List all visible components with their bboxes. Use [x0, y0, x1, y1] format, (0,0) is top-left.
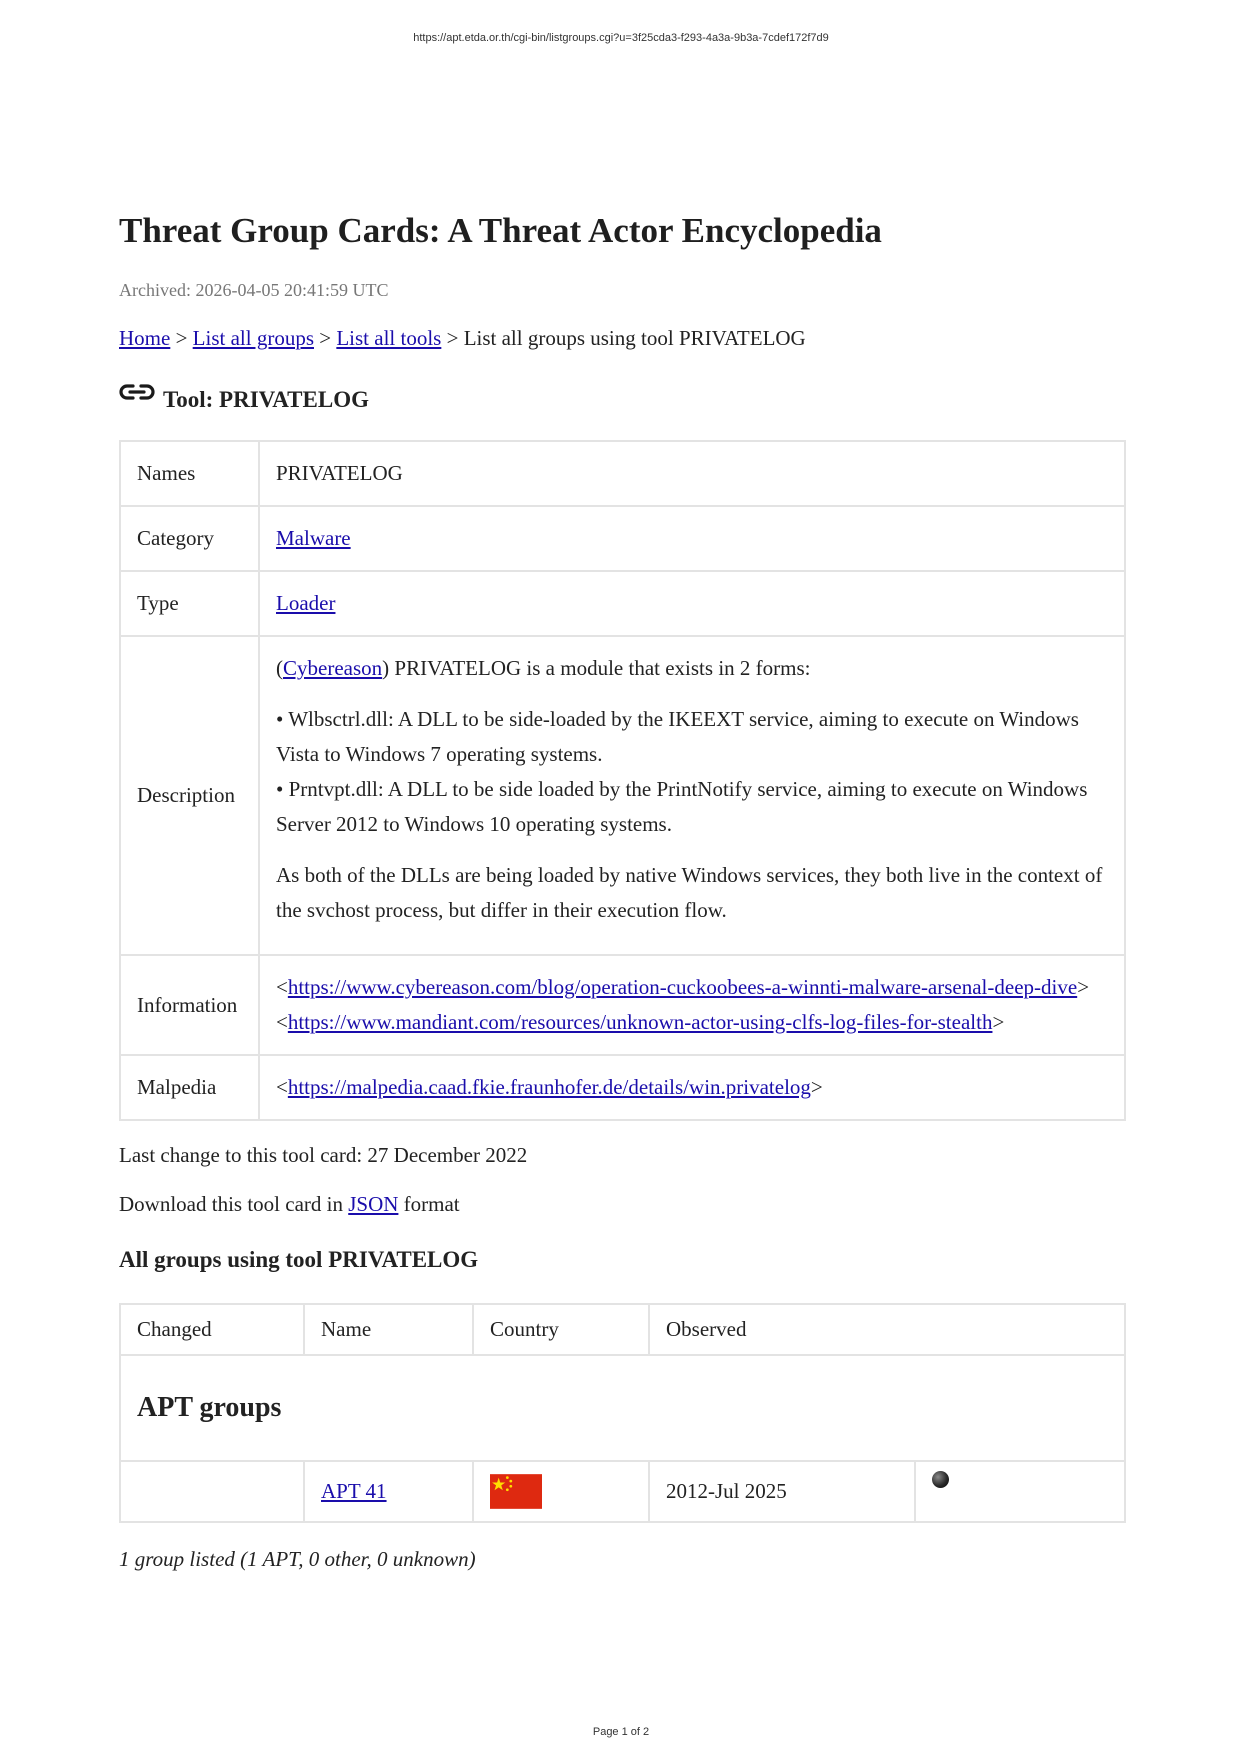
- category-label: Category: [120, 506, 259, 571]
- table-row: [120, 1055, 1125, 1120]
- information-cell: [259, 955, 1125, 1055]
- last-change-text: Last change to this tool card: 27 December 2022: [119, 1143, 528, 1167]
- changed-cell: [120, 1461, 304, 1522]
- angle-open: <: [276, 975, 288, 999]
- column-header-observed: Observed: [649, 1304, 1125, 1355]
- table-row: [120, 441, 1125, 506]
- page-number: Page 1 of 2: [592, 1726, 650, 1738]
- column-header-changed: Changed: [120, 1304, 304, 1355]
- type-link[interactable]: Loader: [276, 591, 336, 615]
- table-row: [120, 955, 1125, 1055]
- table-row: [120, 1461, 1125, 1522]
- information-link-mandiant[interactable]: https://www.mandiant.com/resources/unknown-actor-using-clfs-log-files-for-stealth: [287, 1010, 993, 1034]
- json-download-link[interactable]: JSON: [348, 1192, 399, 1216]
- breadcrumb-separator: >: [319, 326, 332, 350]
- malpedia-link[interactable]: https://malpedia.caad.fkie.fraunhofer.de/details/win.privatelog: [287, 1075, 811, 1099]
- section-title-apt-groups: APT groups: [120, 1355, 1125, 1461]
- groups-summary: 1 group listed (1 APT, 0 other, 0 unknown): [119, 1547, 476, 1571]
- malpedia-cell: [259, 1055, 1125, 1120]
- table-row: [120, 506, 1125, 571]
- table-header-row: [120, 1304, 1125, 1355]
- section-row: [120, 1355, 1125, 1461]
- download-suffix: format: [403, 1192, 460, 1216]
- archived-timestamp: Archived: 2026-04-05 20:41:59 UTC: [119, 280, 389, 300]
- status-cell: [915, 1461, 1125, 1522]
- observed-cell: 2012-Jul 2025: [649, 1461, 915, 1522]
- angle-open: <: [276, 1075, 288, 1099]
- download-line: [119, 1192, 1126, 1217]
- angle-close: >: [1077, 975, 1090, 999]
- china-flag-icon: [490, 1474, 542, 1509]
- column-header-name: Name: [304, 1304, 473, 1355]
- tool-card-table: [119, 440, 1126, 1121]
- description-bullet-2: • Prntvpt.dll: A DLL to be side loaded by the PrintNotify service, aiming to execute on Windows Server 2012 to Windows 10 operating systems.: [276, 777, 1088, 836]
- names-label: Names: [120, 441, 259, 506]
- breadcrumb: [119, 326, 1126, 351]
- information-link-cybereason[interactable]: https://www.cybereason.com/blog/operation-cuckoobees-a-winnti-malware-arsenal-deep-dive: [287, 975, 1078, 999]
- breadcrumb-separator: >: [175, 326, 188, 350]
- type-cell: [259, 571, 1125, 636]
- tool-heading: [119, 381, 1126, 413]
- print-url-header: https://apt.etda.or.th/cgi-bin/listgroups.cgi?u=3f25cda3-f293-4a3a-9b3a-7cdef172f7d9: [413, 32, 829, 44]
- names-value: PRIVATELOG: [259, 441, 1125, 506]
- breadcrumb-separator: >: [446, 326, 459, 350]
- breadcrumb-current: List all groups using tool PRIVATELOG: [463, 326, 806, 350]
- country-cell: [473, 1461, 649, 1522]
- main-content: [119, 210, 1126, 1572]
- description-bullet-1: • Wlbsctrl.dll: A DLL to be side-loaded by the IKEEXT service, aiming to execute on Windows Vista to Windows 7 operating systems.: [276, 707, 1079, 766]
- description-label: Description: [120, 636, 259, 955]
- description-intro: [276, 651, 1108, 686]
- cybereason-source-link[interactable]: Cybereason: [283, 656, 383, 680]
- category-link[interactable]: Malware: [276, 526, 351, 550]
- download-prefix: Download this tool card in: [119, 1192, 343, 1216]
- description-intro-text: ) PRIVATELOG is a module that exists in 2 forms:: [382, 656, 811, 680]
- angle-close: >: [810, 1075, 823, 1099]
- type-label: Type: [120, 571, 259, 636]
- breadcrumb-all-tools-link[interactable]: List all tools: [336, 326, 442, 350]
- breadcrumb-all-groups-link[interactable]: List all groups: [192, 326, 314, 350]
- page-title: Threat Group Cards: A Threat Actor Encyclopedia: [119, 211, 882, 250]
- tool-heading-text: Tool: PRIVATELOG: [163, 387, 369, 412]
- groups-table: [119, 1303, 1126, 1523]
- description-bullets: [276, 702, 1108, 842]
- table-row: [120, 636, 1125, 955]
- information-label: Information: [120, 955, 259, 1055]
- description-cell: [259, 636, 1125, 955]
- group-link-apt41[interactable]: APT 41: [321, 1479, 387, 1503]
- angle-close: >: [992, 1010, 1005, 1034]
- link-icon: [119, 381, 155, 403]
- group-name-cell: [304, 1461, 473, 1522]
- malpedia-label: Malpedia: [120, 1055, 259, 1120]
- groups-heading: All groups using tool PRIVATELOG: [119, 1247, 479, 1272]
- paren-open: (: [276, 656, 283, 680]
- table-row: [120, 571, 1125, 636]
- breadcrumb-home-link[interactable]: Home: [119, 326, 171, 350]
- description-closing: As both of the DLLs are being loaded by native Windows services, they both live in the context of the svchost process, but differ in their execution flow.: [276, 863, 1103, 922]
- black-ball-icon: [932, 1471, 949, 1488]
- column-header-country: Country: [473, 1304, 649, 1355]
- category-cell: [259, 506, 1125, 571]
- angle-open: <: [276, 1010, 288, 1034]
